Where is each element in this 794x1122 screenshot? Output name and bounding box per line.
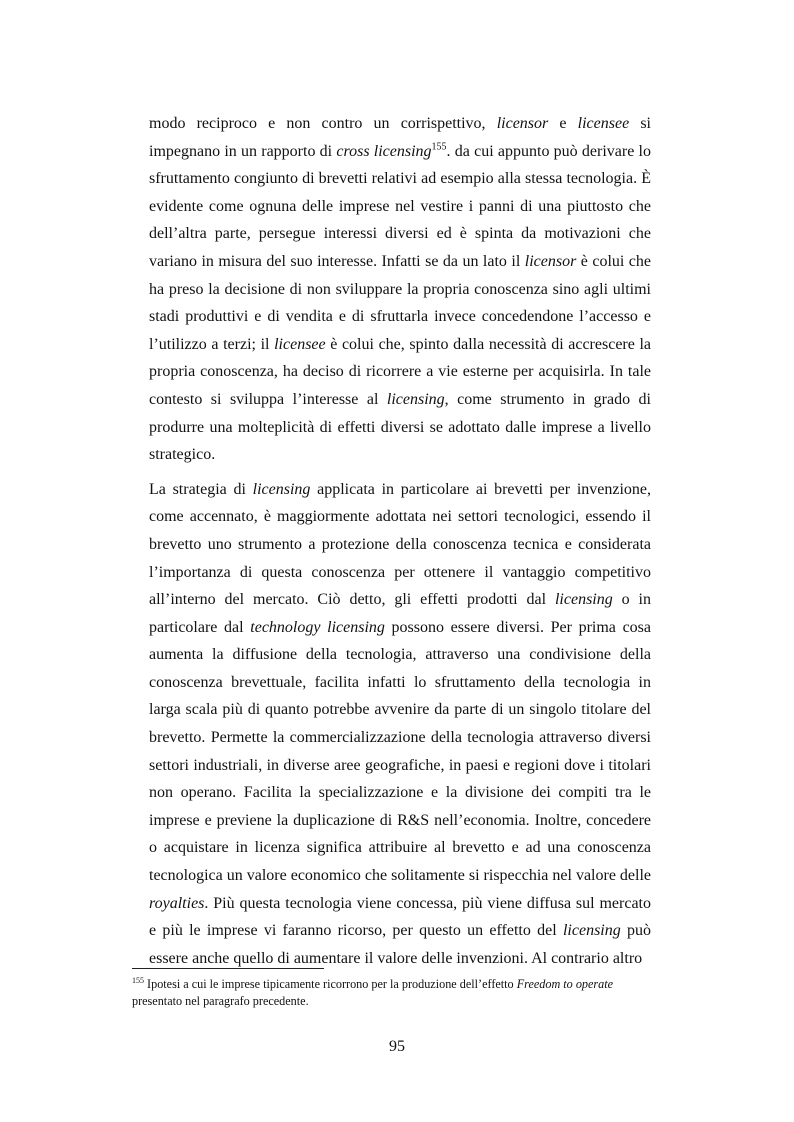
text-run: è colui che, spinto dalla necessità di accrescere la propria conoscenza, ha deciso di ricorrere a vie esterne per acquisirla. In tale contesto si sviluppa l’interesse al	[149, 335, 652, 408]
footnote-text: presentato nel paragrafo precedente.	[132, 994, 309, 1008]
italic-term: licensing	[554, 591, 613, 609]
italic-term: licensee	[274, 335, 326, 353]
footnote-italic-term: Freedom to operate	[516, 977, 614, 991]
text-run: , come strumento in grado di produrre una molteplicità di effetti diversi se adottato dalle imprese a livello strategico.	[149, 390, 651, 464]
text-run: o in particolare dal	[149, 591, 652, 636]
body-text	[149, 110, 651, 972]
text-run: si impegnano in un rapporto di	[149, 115, 651, 160]
text-run: . Più questa tecnologia viene concessa, più viene diffusa sul mercato e più le imprese vi faranno ricorso, per questo un effetto del	[149, 894, 651, 940]
footnote-separator	[132, 968, 324, 969]
text-run: possono essere diversi. Per prima cosa aumenta la diffusione della tecnologia, attraverso una condivisione della conoscenza brevettuale, facilita infatti lo sfruttamento della tecnologia in larga scala più di quanto potrebbe avvenire da parte di un singolo titolare del brevetto. Permette la commercializzazione della tecnologia attraverso diversi settori industriali, in diverse aree geografiche, in paesi e regioni dove i titolari non operano. Facilita la specializzazione e la divisione dei compiti tra le imprese e previene la duplicazione di R&S nell’economia. Inoltre, concedere o acquistare in licenza significa attribuire al brevetto e ad una conoscenza tecnologica un valore economico che solitamente si rispecchia nel valore delle	[149, 618, 652, 885]
page-number: 95	[389, 1038, 405, 1055]
text-run: . da cui appunto può derivare lo sfruttamento congiunto di brevetti relativi ad esempio alla stessa tecnologia. È evidente come ognuna delle imprese nel vestire i panni di una piuttosto che dell’altra parte, persegue interessi diversi ed è spinta da motivazioni che variano in misura del suo interesse. Infatti se da un lato il	[149, 142, 651, 270]
text-run: e	[548, 115, 578, 132]
footnote-text: Ipotesi a cui le imprese tipicamente ricorrono per la produzione dell’effetto	[144, 977, 517, 991]
italic-term: licensee	[577, 115, 630, 132]
footnote	[132, 976, 662, 1010]
text-run: modo reciproco e non contro un corrispettivo,	[149, 115, 497, 132]
italic-term: licensing	[562, 922, 621, 940]
paragraph-2	[149, 476, 651, 973]
italic-term: cross licensing	[336, 142, 432, 160]
italic-term: technology licensing	[250, 618, 385, 636]
footnote-reference[interactable]: 155	[431, 141, 447, 153]
text-run: è colui che ha preso la decisione di non sviluppare la propria conoscenza sino agli ultimi stadi produttivi e di vendita e di sfruttarla invece concedendone l’accesso e l’utilizzo a terzi; il	[149, 252, 651, 353]
text-run: applicata in particolare ai brevetti per invenzione, come accennato, è maggiormente adottata nei settori tecnologici, essendo il brevetto uno strumento a protezione della conoscenza tecnica e considerata l’importanza di questa conoscenza per ottenere il vantaggio competitivo all’interno del mercato. Ciò detto, gli effetti prodotti dal	[149, 480, 652, 609]
text-run: La strategia di	[149, 480, 253, 498]
paragraph-1	[149, 110, 651, 469]
italic-term: licensor	[524, 252, 577, 270]
italic-term: licensor	[496, 115, 549, 132]
footnote-number: 155	[132, 975, 144, 985]
italic-term: licensing	[386, 390, 445, 408]
italic-term: royalties	[149, 894, 205, 912]
text-run: può essere anche quello di aumentare il valore delle invenzioni. Al contrario altro	[149, 922, 652, 967]
italic-term: licensing	[252, 480, 311, 498]
